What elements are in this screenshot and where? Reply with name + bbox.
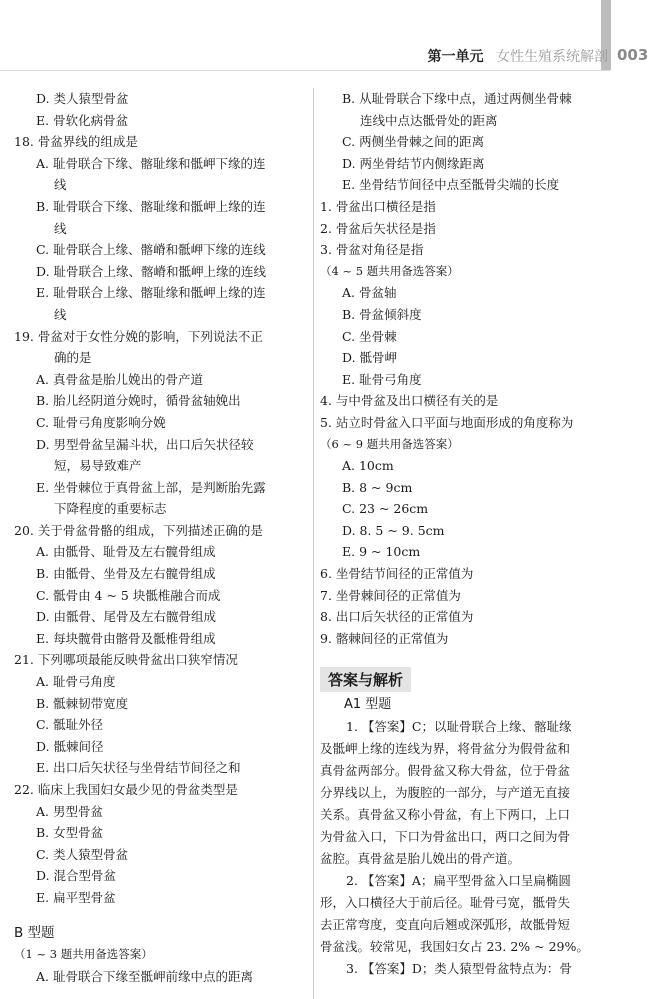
question-line: 1. 骨盆出口横径是指 (320, 198, 436, 214)
continuation-line: 短，易导致难产 (54, 458, 142, 474)
option-line: A. 耻骨联合下缘、髂耻缘和骶岬下缘的连 (36, 155, 266, 171)
option-line: D. 类人猿型骨盆 (36, 91, 129, 106)
option-line: C. 骶耻外径 (36, 717, 104, 733)
option-line: C. 耻骨弓角度影响分娩 (36, 414, 166, 430)
header-rule (0, 70, 610, 71)
question-line: 7. 坐骨棘间径的正常值为 (320, 587, 461, 603)
option-line: D. 8. 5 ~ 9. 5cm (342, 522, 445, 538)
question-line: 6. 坐骨结节间径的正常值为 (320, 566, 474, 582)
option-line: D. 混合型骨盆 (36, 868, 117, 884)
a1-type-heading: A1 型题 (344, 697, 392, 713)
answer-explanation-line: 分界线以上，为腹腔的一部分，与产道无直接 (320, 785, 571, 801)
option-line: E. 出口后矢状径与坐骨结节间径之和 (36, 760, 241, 776)
shared-options-note: （1 ~ 3 题共用备选答案） (14, 947, 153, 962)
option-line: C. 两侧坐骨棘之间的距离 (342, 134, 485, 150)
continuation-line: 连线中点达骶骨处的距离 (360, 112, 498, 128)
continuation-line: 下降程度的重要标志 (54, 501, 167, 517)
option-line: A. 由骶骨、耻骨及左右髋骨组成 (36, 544, 216, 560)
question-line: 21. 下列哪项最能反映骨盆出口狭窄情况 (14, 652, 238, 668)
question-line: 3. 骨盆对角径是指 (320, 242, 424, 258)
answers-section-title: 答案与解析 (320, 667, 411, 692)
continuation-line: 线 (54, 177, 67, 193)
question-line: 2. 骨盆后矢状径是指 (320, 220, 436, 236)
option-line: D. 骶棘间径 (36, 738, 104, 754)
option-line: A. 10cm (342, 458, 394, 474)
answer-explanation-line: 2. 【答案】A；扁平型骨盆入口呈扁椭圆 (346, 873, 571, 889)
answer-explanation-line: 为骨盆入口，下口为骨盆出口，两口之间为骨 (320, 829, 571, 845)
question-line: 20. 关于骨盆骨骼的组成，下列描述正确的是 (14, 522, 263, 538)
option-line: D. 耻骨联合上缘、髂嵴和骶岬上缘的连线 (36, 263, 267, 279)
option-line: B. 骶棘韧带宽度 (36, 695, 129, 711)
shared-options-note: （6 ~ 9 题共用备选答案） (320, 436, 459, 451)
question-line: 5. 站立时骨盆入口平面与地面形成的角度称为 (320, 414, 574, 430)
b-type-heading: B 型题 (14, 924, 55, 941)
answer-explanation-line: 盆腔。真骨盆是胎儿娩出的骨产道。 (320, 851, 521, 867)
answer-explanation-line: 骨盆浅。较常见，我国妇女占 23. 2% ~ 29%。 (320, 939, 589, 955)
option-line: A. 骨盆轴 (342, 285, 397, 301)
question-line: 8. 出口后矢状径的正常值为 (320, 609, 474, 625)
answer-explanation-line: 去正常弯度，变直向后翘或深弧形，故骶骨短 (320, 917, 571, 933)
page-header (0, 0, 667, 70)
answer-explanation-line: 真骨盆两部分。假骨盆又称大骨盆，位于骨盆 (320, 763, 571, 779)
option-line: C. 类人猿型骨盆 (36, 846, 129, 862)
option-line: D. 骶骨岬 (342, 350, 398, 366)
chapter-label: 女性生殖系统解剖 (496, 49, 608, 65)
continuation-line: 确的是 (54, 350, 92, 366)
option-line: A. 耻骨弓角度 (36, 674, 116, 690)
option-line: E. 耻骨弓角度 (342, 371, 422, 387)
running-title (0, 46, 608, 66)
option-line: A. 真骨盆是胎儿娩出的骨产道 (36, 371, 203, 387)
option-line: C. 骶骨由 4 ~ 5 块骶椎融合而成 (36, 587, 221, 603)
question-line: 19. 骨盆对于女性分娩的影响，下列说法不正 (14, 328, 263, 344)
option-line: B. 8 ~ 9cm (342, 479, 413, 495)
page-number: 003 (617, 46, 649, 64)
option-line: E. 骨软化病骨盆 (36, 112, 129, 128)
option-line: B. 由骶骨、坐骨及左右髋骨组成 (36, 566, 216, 582)
option-line: E. 每块髋骨由髂骨及骶椎骨组成 (36, 630, 216, 646)
option-line: B. 耻骨联合下缘、髂耻缘和骶岬上缘的连 (36, 198, 266, 214)
option-line: D. 由骶骨、尾骨及左右髋骨组成 (36, 609, 217, 625)
column-divider (313, 88, 314, 999)
option-line: B. 骨盆倾斜度 (342, 306, 422, 322)
left-column (14, 88, 310, 987)
answer-explanation-line: 及骶岬上缘的连线为界，将骨盆分为假骨盆和 (320, 741, 571, 757)
option-line: E. 扁平型骨盆 (36, 889, 116, 905)
option-line: E. 9 ~ 10cm (342, 544, 421, 560)
answer-explanation-line: 3. 【答案】D；类人猿型骨盆特点为：骨 (346, 961, 572, 977)
option-line: C. 耻骨联合上缘、髂嵴和骶岬下缘的连线 (36, 242, 266, 258)
question-line: 4. 与中骨盆及出口横径有关的是 (320, 393, 499, 409)
continuation-line: 线 (54, 306, 67, 322)
option-line: E. 坐骨结节间径中点至骶骨尖端的长度 (342, 177, 560, 193)
option-line: E. 耻骨联合上缘、髂耻缘和骶岬上缘的连 (36, 285, 266, 301)
option-line: E. 坐骨棘位于真骨盆上部，是判断胎先露 (36, 479, 266, 495)
right-column (320, 88, 620, 980)
answer-explanation-line: 关系。真骨盆又称小骨盆，有上下两口，上口 (320, 807, 571, 823)
option-line: B. 女型骨盆 (36, 825, 104, 841)
unit-label: 第一单元 (427, 49, 484, 65)
option-line: C. 23 ~ 26cm (342, 501, 429, 517)
option-line: D. 男型骨盆呈漏斗状，出口后矢状径较 (36, 436, 254, 452)
option-line: D. 两坐骨结节内侧缘距离 (342, 155, 485, 171)
option-line: A. 男型骨盆 (36, 803, 103, 819)
option-line: B. 从耻骨联合下缘中点，通过两侧坐骨棘 (342, 91, 572, 106)
shared-options-note: （4 ~ 5 题共用备选答案） (320, 263, 459, 278)
answer-explanation-line: 形，入口横径大于前后径。耻骨弓宽，骶骨失 (320, 895, 571, 911)
question-line: 22. 临床上我国妇女最少见的骨盆类型是 (14, 782, 238, 797)
question-line: 18. 骨盆界线的组成是 (14, 134, 138, 150)
b-type-section (14, 923, 310, 988)
option-line: A. 耻骨联合下缘至骶岬前缘中点的距离 (36, 968, 253, 984)
continuation-line: 线 (54, 220, 67, 236)
option-line: B. 胎儿经阴道分娩时，循骨盆轴娩出 (36, 393, 241, 409)
answer-explanation-line: 1. 【答案】C；以耻骨联合上缘、髂耻缘 (346, 719, 572, 735)
option-line: C. 坐骨棘 (342, 328, 397, 344)
question-line: 9. 髂棘间径的正常值为 (320, 630, 449, 646)
